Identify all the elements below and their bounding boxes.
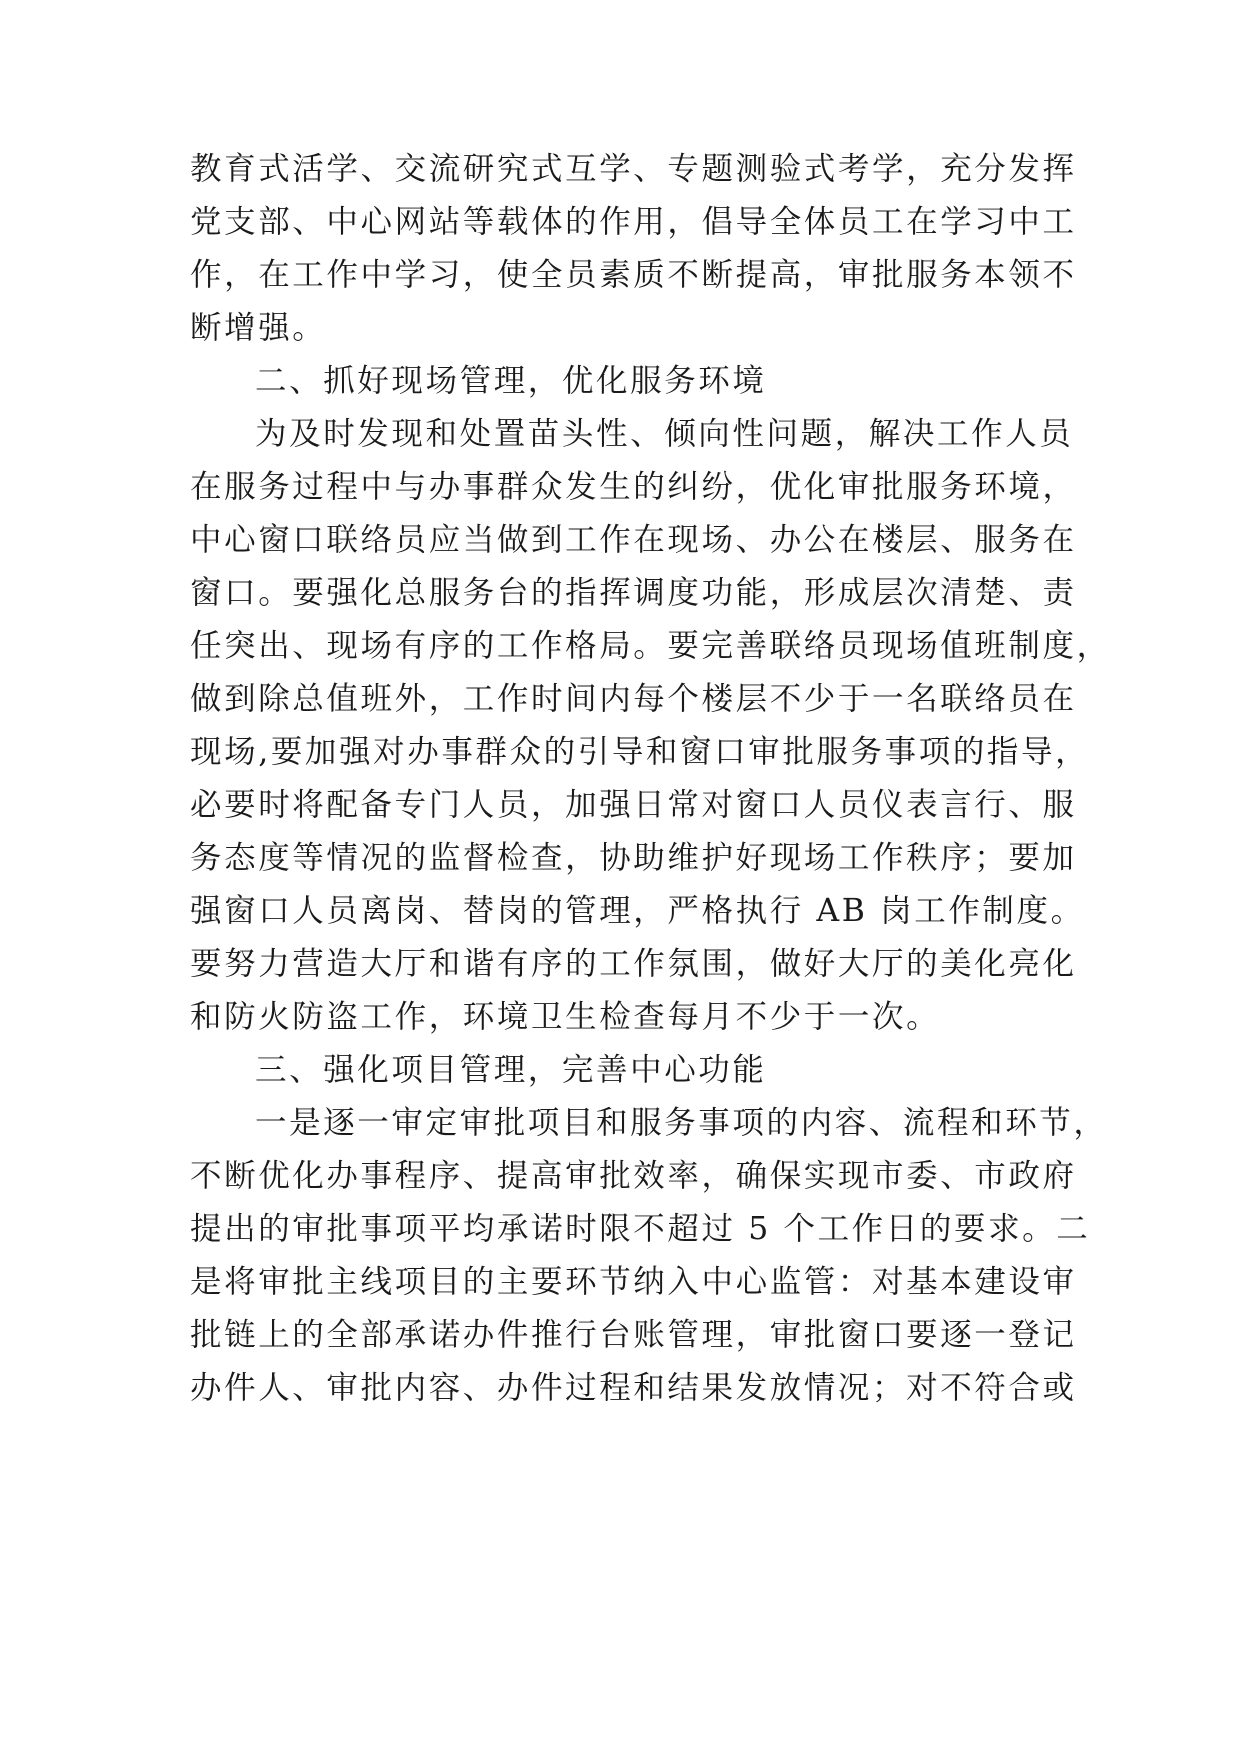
paragraph-line: 作，在工作中学习，使全员素质不断提高，审批服务本领不 (190, 257, 1077, 293)
paragraph-line: 中心窗口联络员应当做到工作在现场、办公在楼层、服务在 (190, 522, 1077, 558)
paragraph-line: 做到除总值班外，工作时间内每个楼层不少于一名联络员在 (190, 681, 1077, 717)
paragraph-line: 是将审批主线项目的主要环节纳入中心监管：对基本建设审 (190, 1264, 1077, 1300)
paragraph-line: 强窗口人员离岗、替岗的管理，严格执行 AB 岗工作制度。 (190, 893, 1085, 929)
paragraph-line: 在服务过程中与办事群众发生的纠纷，优化审批服务环境， (190, 469, 1077, 505)
paragraph-line: 现场,要加强对办事群众的引导和窗口审批服务事项的指导， (190, 734, 1090, 770)
paragraph-line: 务态度等情况的监督检查，协助维护好现场工作秩序；要加 (190, 840, 1077, 876)
paragraph-line: 要努力营造大厅和谐有序的工作氛围，做好大厅的美化亮化 (190, 946, 1077, 982)
section-heading-3: 三、强化项目管理，完善中心功能 (255, 1052, 767, 1088)
paragraph-line: 批链上的全部承诺办件推行台账管理，审批窗口要逐一登记 (190, 1317, 1077, 1353)
paragraph-line: 窗口。要强化总服务台的指挥调度功能，形成层次清楚、责 (190, 575, 1077, 611)
paragraph-line: 办件人、审批内容、办件过程和结果发放情况；对不符合或 (190, 1370, 1077, 1406)
paragraph-line: 必要时将配备专门人员，加强日常对窗口人员仪表言行、服 (190, 787, 1077, 823)
paragraph-line: 提出的审批事项平均承诺时限不超过 5 个工作日的要求。二 (190, 1211, 1091, 1247)
paragraph-line: 和防火防盗工作，环境卫生检查每月不少于一次。 (190, 999, 941, 1035)
paragraph-line: 党支部、中心网站等载体的作用，倡导全体员工在学习中工 (190, 204, 1077, 240)
paragraph-line: 不断优化办事程序、提高审批效率，确保实现市委、市政府 (190, 1158, 1077, 1194)
paragraph-line: 教育式活学、交流研究式互学、专题测验式考学，充分发挥 (190, 151, 1077, 187)
paragraph-line: 一是逐一审定审批项目和服务事项的内容、流程和环节， (255, 1105, 1108, 1141)
section-heading-2: 二、抓好现场管理，优化服务环境 (255, 363, 767, 399)
paragraph-line: 任突出、现场有序的工作格局。要完善联络员现场值班制度， (190, 628, 1111, 664)
paragraph-line: 断增强。 (190, 310, 327, 346)
paragraph-line: 为及时发现和处置苗头性、倾向性问题，解决工作人员 (255, 416, 1074, 452)
